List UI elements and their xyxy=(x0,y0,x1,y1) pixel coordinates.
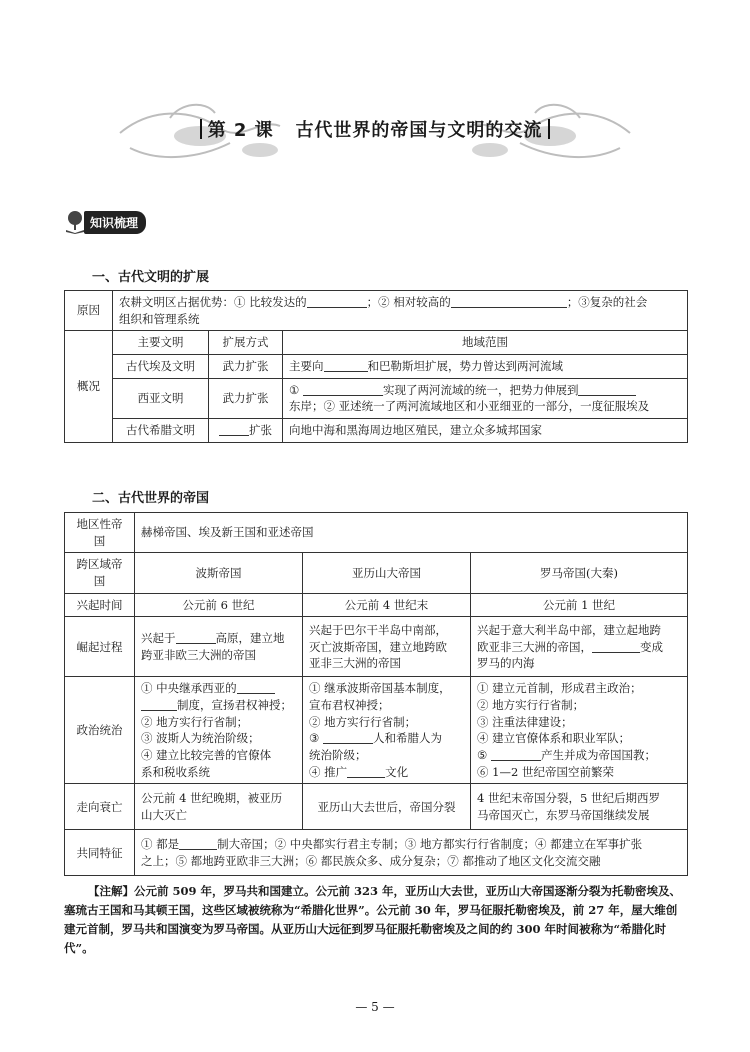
wasia-way: 武力扩张 xyxy=(209,378,283,418)
table-row xyxy=(65,291,688,331)
title-bar-right xyxy=(548,119,550,139)
egypt-area-a: 主要向 xyxy=(289,359,324,374)
answer-blank[interactable] xyxy=(324,359,368,372)
pol-rome-5a: ⑤ xyxy=(477,748,488,763)
greek-area: 向地中海和黑海周边地区殖民，建立众多城邦国家 xyxy=(283,419,688,443)
pol-alex-1: ① 继承波斯帝国基本制度， xyxy=(309,681,451,696)
decline-label: 走向衰亡 xyxy=(65,784,135,830)
pol-persia-6: 系和税收系统 xyxy=(141,764,210,779)
growth-alex-b: 灭亡波斯帝国，建立地跨欧 xyxy=(309,639,447,654)
growth-rome-b: 欧亚非三大洲的帝国， xyxy=(477,639,592,654)
empire-table xyxy=(64,512,688,876)
section-tag xyxy=(64,210,146,234)
wasia-area-a: ① xyxy=(289,382,300,397)
growth-alexander xyxy=(303,617,471,677)
egypt-area-b: 和巴勒斯坦扩展，势力曾达到两河流域 xyxy=(367,359,563,374)
common-1a: ① 都是 xyxy=(141,837,180,852)
regional-label: 地区性帝国 xyxy=(65,513,135,553)
reason-label: 原因 xyxy=(65,291,113,331)
decline-persia-b: 山大灭亡 xyxy=(141,807,187,822)
rise-rome: 公元前 1 世纪 xyxy=(471,593,688,617)
pol-persia-4: ③ 波斯人为统治阶级； xyxy=(141,731,260,746)
common-2: 之上；⑤ 都地跨亚欧非三大洲；⑥ 都民族众多、成分复杂；⑦ 都推动了地区文化交流交融 xyxy=(141,853,601,868)
growth-persia-a: 兴起于 xyxy=(141,631,176,646)
alexander-header: 亚历山大帝国 xyxy=(303,553,471,593)
answer-blank[interactable] xyxy=(237,681,275,694)
pol-rome-4: ④ 建立官僚体系和职业军队； xyxy=(477,731,631,746)
growth-rome-d: 罗马的内海 xyxy=(477,656,535,671)
tree-book-icon xyxy=(64,210,86,234)
politics-label: 政治统治 xyxy=(65,677,135,784)
decline-alexander: 亚历山大去世后，帝国分裂 xyxy=(303,784,471,830)
answer-blank[interactable] xyxy=(578,383,636,396)
table-row xyxy=(65,830,688,876)
pol-alex-6a: ④ 推广 xyxy=(309,764,348,779)
reason-text-c: ；③复杂的社会 xyxy=(566,295,648,309)
table-row xyxy=(65,355,688,379)
pol-rome-1: ① 建立元首制，形成君主政治； xyxy=(477,681,642,696)
table-row xyxy=(65,378,688,418)
pol-persia-5: ④ 建立比较完善的官僚体 xyxy=(141,748,272,763)
answer-blank[interactable] xyxy=(176,631,216,644)
section1-heading: 一、古代文明的扩展 xyxy=(92,270,210,285)
growth-alex-c: 亚非三大洲的帝国 xyxy=(309,656,401,671)
pol-rome-2: ② 地方实行行省制； xyxy=(477,698,585,713)
decline-persia xyxy=(135,784,303,830)
note-paragraph xyxy=(64,882,688,958)
wasia-area-b: 实现了两河流域的统一，把势力伸展到 xyxy=(382,382,579,397)
answer-blank[interactable] xyxy=(347,765,385,778)
table-row xyxy=(65,593,688,617)
egypt-name: 古代埃及文明 xyxy=(113,355,209,379)
greek-name: 古代希腊文明 xyxy=(113,419,209,443)
lesson-name: 古代世界的帝国与文明的交流 xyxy=(295,120,543,141)
lesson-number: 第 2 课 xyxy=(207,120,274,141)
growth-rome xyxy=(471,617,688,677)
section2-heading: 二、古代世界的帝国 xyxy=(92,491,210,506)
wasia-area-c: 东岸；② 亚述统一了两河流域地区和小亚细亚的一部分，一度征服埃及 xyxy=(289,399,650,414)
table-row xyxy=(65,553,688,593)
growth-label: 崛起过程 xyxy=(65,617,135,677)
overview-label: 概况 xyxy=(65,331,113,442)
persia-header: 波斯帝国 xyxy=(135,553,303,593)
lesson-title xyxy=(0,116,750,142)
pol-alex-2: 宣布君权神授； xyxy=(309,698,390,713)
decline-persia-a: 公元前 4 世纪晚期，被亚历 xyxy=(141,791,283,806)
politics-alexander xyxy=(303,677,471,784)
rise-alexander: 公元前 4 世纪末 xyxy=(303,593,471,617)
pol-rome-5b: 产生并成为帝国国教； xyxy=(540,748,656,763)
reason-text-b: ；② 相对较高的 xyxy=(366,295,451,309)
growth-persia xyxy=(135,617,303,677)
rise-label: 兴起时间 xyxy=(65,593,135,617)
rome-header: 罗马帝国(大秦) xyxy=(471,553,688,593)
growth-persia-b: 高原，建立地 xyxy=(215,631,285,646)
cross-label: 跨区域帝国 xyxy=(65,553,135,593)
answer-blank[interactable] xyxy=(451,295,567,308)
reason-text-a: 农耕文明区占据优势：① 比较发达的 xyxy=(119,295,307,309)
note-text: 公元前 509 年，罗马共和国建立。公元前 323 年，亚历山大去世，亚历山大帝国逐渐分裂为托勒密埃及、塞琉古王国和马其顿王国，这些区域被统称为“希腊化世界”。公元前 30 年，罗马征服托勒密埃及，前 27 年，屋大维创建元首制，罗马共和国演变为罗马帝国。从亚历山大远征到罗马征服托勒密埃及之间的约 300 年时间被称为“希腊化时代”。 xyxy=(64,884,682,955)
pol-alex-5: 统治阶级； xyxy=(309,748,367,763)
page-number: — 5 — xyxy=(355,1000,395,1014)
egypt-way: 武力扩张 xyxy=(209,355,283,379)
pol-rome-6: ⑥ 1—2 世纪帝国空前繁荣 xyxy=(477,764,614,779)
greek-way xyxy=(209,419,283,443)
wasia-name: 西亚文明 xyxy=(113,378,209,418)
section-tag-label: 知识梳理 xyxy=(84,211,146,234)
answer-blank[interactable] xyxy=(307,295,367,308)
decline-rome-b: 马帝国灭亡，东罗马帝国继续发展 xyxy=(477,807,650,822)
pol-alex-4a: ③ xyxy=(309,731,320,746)
reason-cell xyxy=(113,291,688,331)
politics-rome xyxy=(471,677,688,784)
pol-persia-3: ② 地方实行行省制； xyxy=(141,714,249,729)
col-expansion-way: 扩展方式 xyxy=(209,331,283,355)
growth-rome-c: 变成 xyxy=(640,639,663,654)
politics-persia xyxy=(135,677,303,784)
answer-blank[interactable] xyxy=(491,748,541,761)
answer-blank[interactable] xyxy=(592,640,640,653)
wasia-area xyxy=(283,378,688,418)
answer-blank[interactable] xyxy=(323,731,373,744)
pol-persia-1: ① 中央继承西亚的 xyxy=(141,681,237,696)
regional-value: 赫梯帝国、埃及新王国和亚述帝国 xyxy=(135,513,688,553)
answer-blank[interactable] xyxy=(141,698,177,711)
answer-blank[interactable] xyxy=(179,837,217,850)
answer-blank[interactable] xyxy=(303,383,383,396)
table-row xyxy=(65,331,688,355)
col-area: 地域范围 xyxy=(283,331,688,355)
growth-rome-a: 兴起于意大利半岛中部，建立起地跨 xyxy=(477,622,661,637)
greek-way-text: 扩张 xyxy=(249,423,272,438)
table-row xyxy=(65,513,688,553)
pol-rome-3: ③ 注重法律建设； xyxy=(477,714,573,729)
reason-text-d: 组织和管理系统 xyxy=(119,311,200,326)
pol-alex-6b: 文化 xyxy=(385,764,409,779)
growth-persia-c: 跨亚非欧三大洲的帝国 xyxy=(141,647,256,662)
egypt-area xyxy=(283,355,688,379)
rise-persia: 公元前 6 世纪 xyxy=(135,593,303,617)
growth-alex-a: 兴起于巴尔干半岛中南部， xyxy=(309,622,447,637)
decline-rome-a: 4 世纪末帝国分裂，5 世纪后期西罗 xyxy=(477,791,660,806)
note-label: 【注解】 xyxy=(88,884,134,898)
title-bar-left xyxy=(200,119,202,139)
pol-persia-2: 制度，宣扬君权神授； xyxy=(177,698,292,713)
col-civilization: 主要文明 xyxy=(113,331,209,355)
answer-blank[interactable] xyxy=(219,423,249,436)
pol-alex-3: ② 地方实行行省制； xyxy=(309,714,417,729)
common-cell xyxy=(135,830,688,876)
common-label: 共同特征 xyxy=(65,830,135,876)
decline-rome xyxy=(471,784,688,830)
table-row xyxy=(65,677,688,784)
pol-alex-4b: 人和希腊人为 xyxy=(372,731,442,746)
common-1b: 制大帝国；② 中央都实行君主专制；③ 地方都实行行省制度；④ 都建立在军事扩张 xyxy=(217,837,643,852)
expansion-table xyxy=(64,290,688,443)
table-row xyxy=(65,419,688,443)
table-row xyxy=(65,784,688,830)
table-row xyxy=(65,617,688,677)
